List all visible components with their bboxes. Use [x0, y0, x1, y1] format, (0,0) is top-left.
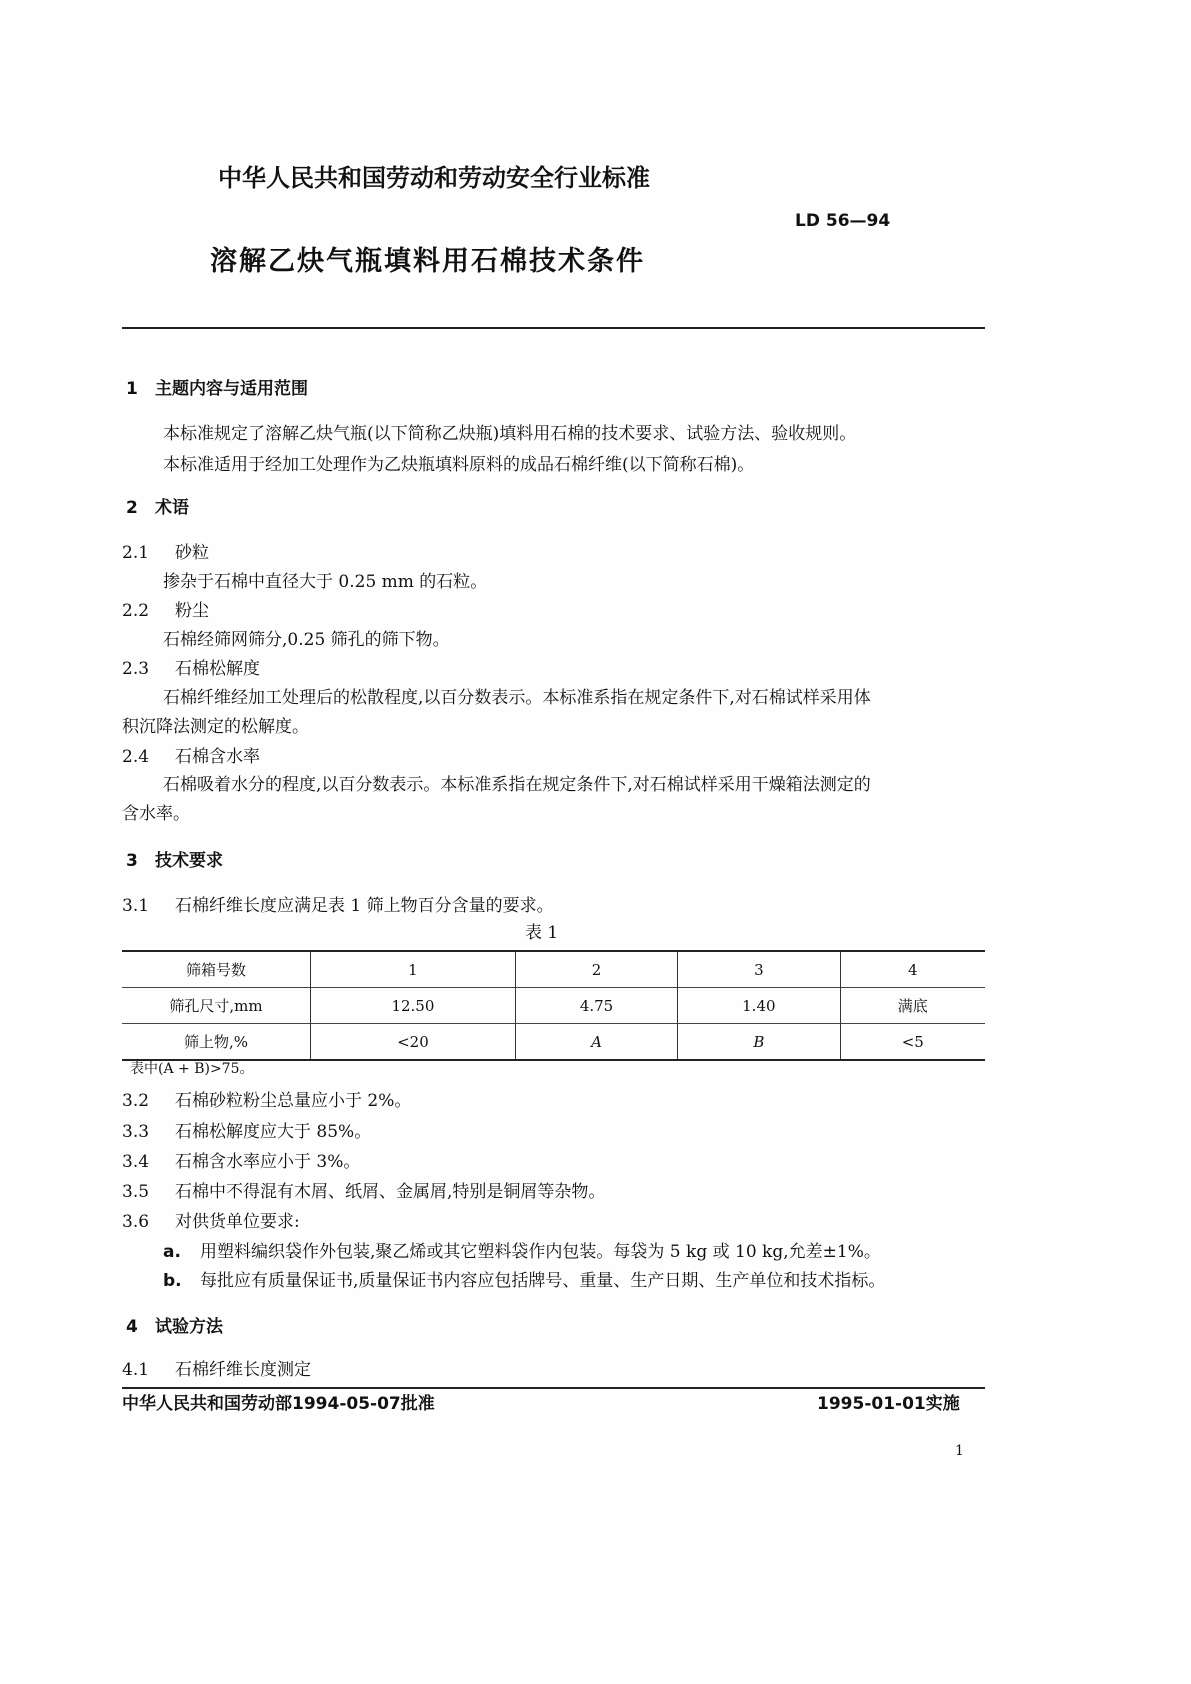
section-4-title: 试验方法: [155, 1317, 223, 1337]
table-cell: 2: [515, 951, 677, 988]
clause-num: 3.2: [122, 1091, 150, 1111]
clause-num: 2.2: [122, 601, 150, 621]
org-title: 中华人民共和国劳动和劳动安全行业标准: [218, 164, 650, 192]
term-body: 积沉降法测定的松解度。: [122, 717, 309, 737]
effective-date: 1995-01-01实施: [817, 1394, 960, 1414]
table-row: [122, 1024, 985, 1061]
list-item: 每批应有质量保证书,质量保证书内容应包括牌号、重量、生产日期、生产单位和技术指标。: [200, 1271, 886, 1291]
table-row: [122, 988, 985, 1024]
list-item: 用塑料编织袋作外包装,聚乙烯或其它塑料袋作内包装。每袋为 5 kg 或 10 kg,允差±1%。: [200, 1242, 881, 1262]
sieve-table: [122, 950, 985, 1061]
table-cell: B: [678, 1024, 840, 1061]
paragraph: 本标准适用于经加工处理作为乙炔瓶填料原料的成品石棉纤维(以下简称石棉)。: [163, 455, 755, 475]
term-body: 石棉纤维经加工处理后的松散程度,以百分数表示。本标准系指在规定条件下,对石棉试样采用体: [163, 688, 871, 708]
term-body: 含水率。: [122, 804, 190, 824]
header-divider: [122, 327, 985, 329]
clause-text: 对供货单位要求:: [175, 1212, 300, 1232]
clause-num: 3.5: [122, 1182, 150, 1202]
table-cell: 4: [840, 951, 985, 988]
clause-num: 2.3: [122, 659, 150, 679]
approval-date: 中华人民共和国劳动部1994-05-07批准: [122, 1394, 435, 1414]
clause-text: 石棉纤维长度应满足表 1 筛上物百分含量的要求。: [175, 896, 554, 916]
section-3-title: 技术要求: [155, 851, 223, 871]
standard-code: LD 56—94: [795, 211, 891, 231]
table-cell: 12.50: [311, 988, 516, 1024]
page-number: 1: [955, 1443, 964, 1459]
clause-num: 2.1: [122, 543, 150, 563]
term-body: 掺杂于石棉中直径大于 0.25 mm 的石粒。: [163, 572, 488, 592]
table-caption: 表 1: [525, 923, 559, 943]
paragraph: 本标准规定了溶解乙炔气瓶(以下简称乙炔瓶)填料用石棉的技术要求、试验方法、验收规则。: [163, 424, 857, 444]
doc-title: 溶解乙炔气瓶填料用石棉技术条件: [210, 246, 645, 277]
list-label: b.: [163, 1271, 182, 1291]
table-cell: 4.75: [515, 988, 677, 1024]
term-title: 石棉松解度: [175, 659, 260, 679]
table-cell: 满底: [840, 988, 985, 1024]
term-body: 石棉经筛网筛分,0.25 筛孔的筛下物。: [163, 630, 450, 650]
section-2-num: 2: [126, 498, 138, 518]
term-title: 石棉含水率: [175, 747, 260, 767]
section-2-title: 术语: [155, 498, 189, 518]
table-cell: <20: [311, 1024, 516, 1061]
table-cell: 筛箱号数: [185, 961, 246, 979]
clause-num: 3.6: [122, 1212, 150, 1232]
term-title: 粉尘: [175, 601, 209, 621]
table-cell: <5: [840, 1024, 985, 1061]
section-1-title: 主题内容与适用范围: [155, 379, 308, 399]
clause-text: 石棉含水率应小于 3%。: [175, 1152, 361, 1172]
table-cell: 筛上物,%: [183, 1033, 249, 1051]
clause-num: 2.4: [122, 747, 150, 767]
clause-text: 石棉中不得混有木屑、纸屑、金属屑,特别是铜屑等杂物。: [175, 1182, 606, 1202]
clause-num: 3.3: [122, 1122, 150, 1142]
clause-num: 3.1: [122, 896, 150, 916]
footer-divider: [122, 1387, 985, 1389]
table-row: [122, 951, 985, 988]
list-label: a.: [163, 1242, 181, 1262]
clause-num: 3.4: [122, 1152, 150, 1172]
section-3-num: 3: [126, 851, 138, 871]
table-note: 表中(A + B)>75。: [130, 1061, 254, 1077]
clause-text: 石棉砂粒粉尘总量应小于 2%。: [175, 1091, 412, 1111]
term-body: 石棉吸着水分的程度,以百分数表示。本标准系指在规定条件下,对石棉试样采用干燥箱法测定的: [163, 775, 871, 795]
clause-text: 石棉纤维长度测定: [175, 1360, 311, 1380]
section-4-num: 4: [126, 1317, 138, 1337]
table-cell: 筛孔尺寸,mm: [169, 997, 263, 1015]
table-cell: 1: [311, 951, 516, 988]
section-1-num: 1: [126, 379, 138, 399]
clause-num: 4.1: [122, 1360, 150, 1380]
table-cell: A: [515, 1024, 677, 1061]
clause-text: 石棉松解度应大于 85%。: [175, 1122, 372, 1142]
table-cell: 1.40: [678, 988, 840, 1024]
term-title: 砂粒: [175, 543, 209, 563]
table-cell: 3: [678, 951, 840, 988]
